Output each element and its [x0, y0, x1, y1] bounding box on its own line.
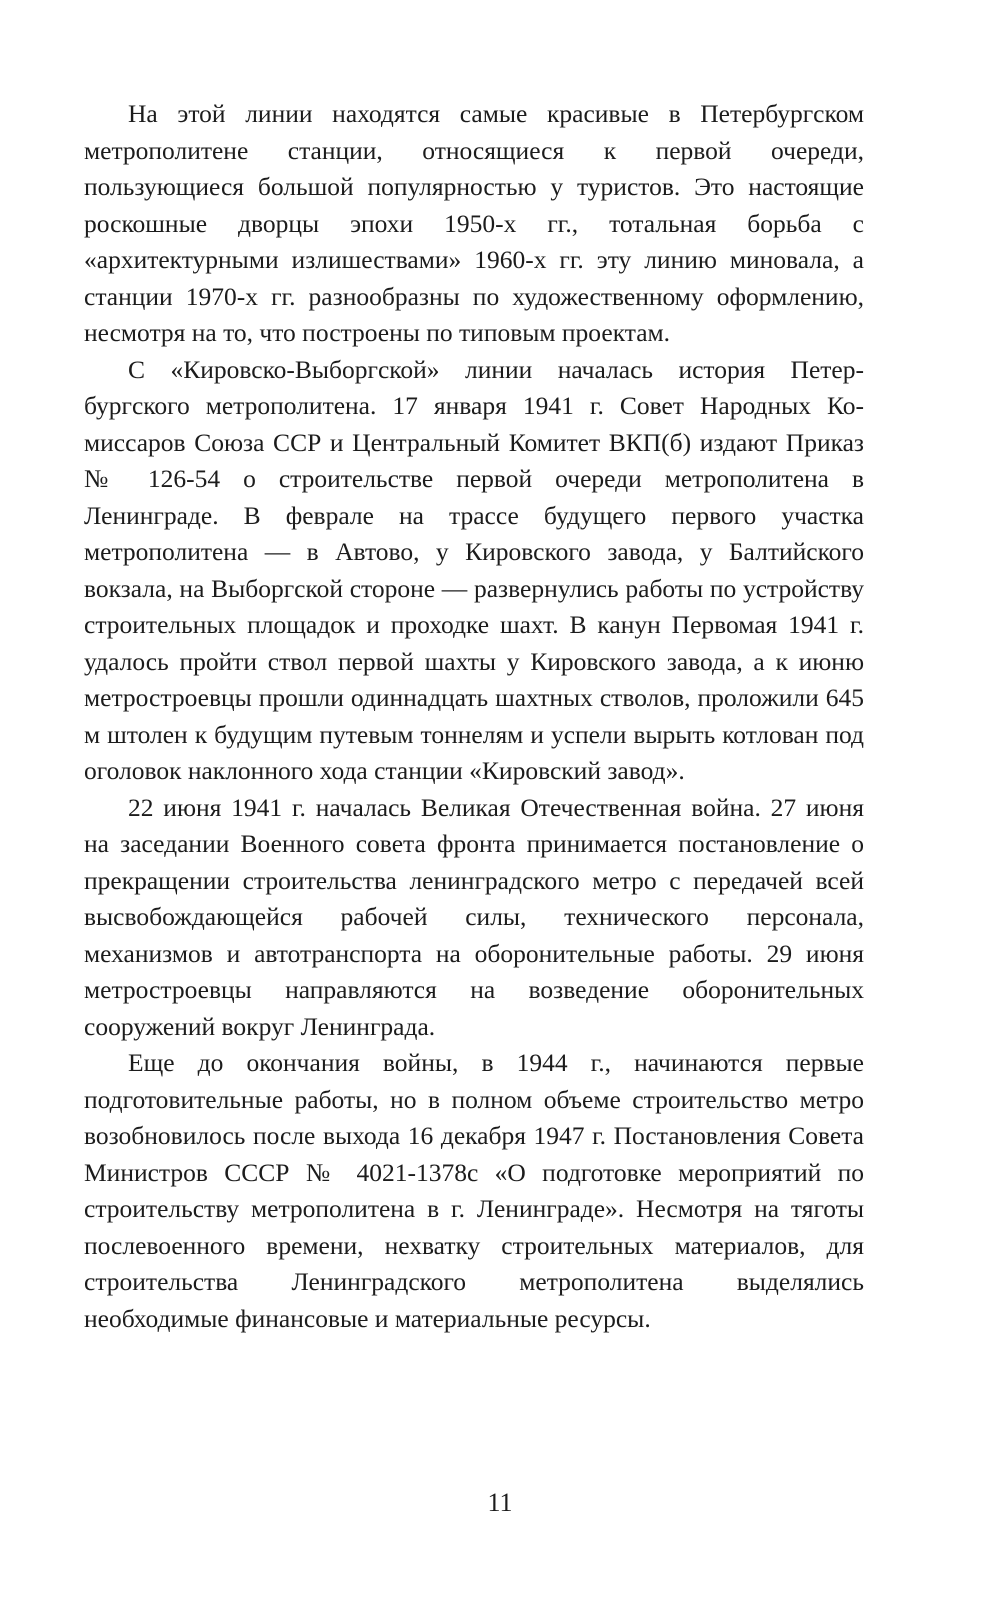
paragraph-1: На этой линии находятся самые красивые в Петербургском метрополитене станции, относящиеся к первой очереди, пользующиеся большой популярностью у туристов. Это настоящие роскошные дворцы эпохи 1950-х гг., тотальная борьба с «архитектурными излишествами» 1960-х гг. эту линию миновала, а станции 1970-х гг. разнообразны по художественному оформлению, несмотря на то, что построены по типовым проектам. — [84, 99, 864, 347]
paragraph-3: 22 июня 1941 г. началась Великая Отечественная война. 27 июня на заседании Военного совета фронта принимается постановление о прекращении строительства ленинградского метро с передачей всей высвобождающейся рабочей силы, технического персонала, механизмов и автотранспорта на оборонительные работы. 29 июня метростроевцы направляются на возведение оборонительных сооружений вокруг Ленинграда. — [84, 792, 864, 1041]
paragraph-4: Еще до окончания войны, в 1944 г., начинаются первые подготовительные работы, но в полном объеме строительство метро возобновилось после выхода 16 декабря 1947 г. Постановления Совета Министров СССР № 4021-1378с «О подготовке мероприятий по строительству метрополитена в г. Ленинграде». Несмотря на тяготы послевоенного времени, нехватку строительных материалов, для строительства Ленинградского метрополитена выделялись необходимые финансовые и материальные ресурсы. — [84, 1048, 864, 1333]
page-number: 11 — [487, 1488, 513, 1517]
page-body — [84, 96, 864, 1337]
paragraph-2: С «Кировско-Выборгской» линии началась история Петербургского метрополитена. 17 января 1941 г. Совет Народных Комиссаров Союза ССР и Центральный Комитет ВКП(б) издают Приказ № 126-54 о строительстве первой очереди метрополитена в Ленинграде. В феврале на трассе будущего первого участка метрополитена — в Автово, у Кировского завода, у Балтийского вокзала, на Выборгской стороне — развернулись работы по устройству строительных площадок и проходке шахт. В канун Первомая 1941 г. удалось пройти ствол первой шахты у Кировского завода, а к июню метростроевцы прошли одиннадцать шахтных стволов, проложили 645 м штолен к будущим путевым тоннелям и успели вырыть котлован под оголовок наклонного хода станции «Кировский завод». — [84, 354, 864, 785]
